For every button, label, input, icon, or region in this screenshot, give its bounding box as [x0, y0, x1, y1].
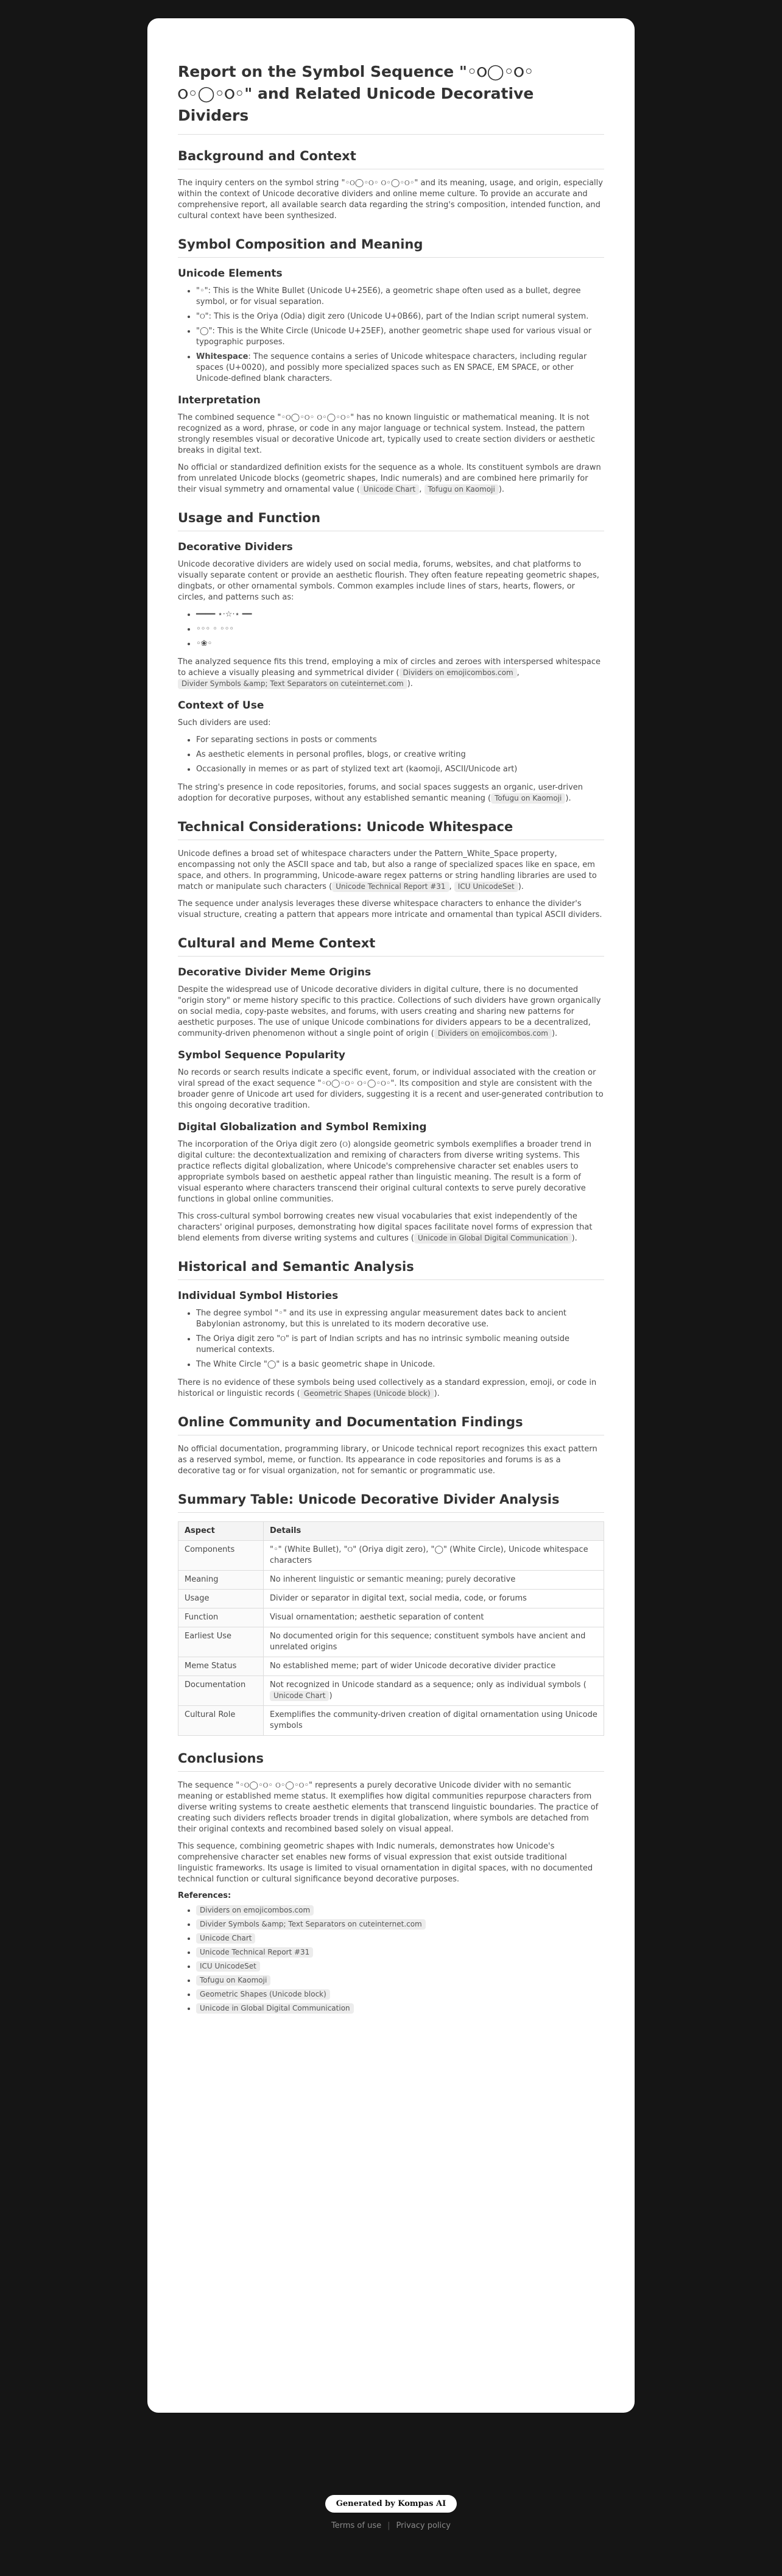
online-paragraph: No official documentation, programming library, or Unicode technical report recognizes this exact pattern as a reserved symbol, meme, or function. Its appearance in code repositories and forums is as a decorative tag or for visual organization, not for semantic or programmatic use. — [178, 1445, 597, 1476]
dividers-paragraph: Unicode decorative dividers are widely used on social media, forums, websites, and chat platforms to visually separate content or provide an aesthetic flourish. They often feature repeating geometric shapes, dingbats, or other ornamental symbols. Common examples include lines of stars, hearts, flowers, or circles, and patterns such as: — [178, 560, 599, 602]
reference-link[interactable]: Unicode Technical Report #31 — [196, 1947, 313, 1958]
subheading-meme-origins: Decorative Divider Meme Origins — [178, 966, 372, 978]
report-card — [147, 18, 635, 2413]
list-item — [196, 1905, 604, 1916]
reference-link[interactable]: ICU UnicodeSet — [196, 1961, 260, 1972]
section-heading-historical: Historical and Semantic Analysis — [178, 1258, 604, 1280]
reference-link[interactable]: Dividers on emojicombos.com — [400, 668, 517, 678]
summary-table — [178, 1521, 604, 1736]
table-row — [178, 1676, 604, 1706]
reference-link[interactable]: Unicode Technical Report #31 — [332, 882, 449, 892]
table-cell-details: Not recognized in Unicode standard as a sequence; only as individual symbols (Unicode Chart ) — [264, 1676, 604, 1706]
list-item: • Occasionally in memes or as part of stylized text art (kaomoji, ASCII/Unicode art) — [196, 764, 604, 775]
table-row — [178, 1590, 604, 1608]
subheading-decorative-dividers: Decorative Dividers — [178, 541, 293, 553]
reference-link[interactable]: Tofugu on Kaomoji — [491, 793, 565, 804]
section-heading-background: Background and Context — [178, 147, 604, 169]
section-heading-summary: Summary Table: Unicode Decorative Divider Analysis — [178, 1490, 604, 1513]
unicode-elements-list — [196, 286, 604, 384]
list-item: • As aesthetic elements in personal profiles, blogs, or creative writing — [196, 749, 604, 760]
subheading-globalization: Digital Globalization and Symbol Remixing — [178, 1121, 427, 1133]
popularity-paragraph: No records or search results indicate a specific event, forum, or individual associated with the creation or viral spread of the exact sequence "◦ଠ◯◦ଠ◦ ଠ◦◯◦ଠ◦". Its composition and style are consistent with the broader genre of Unicode art used for dividers, suggesting it is a recent and user-generated contribution to this ongoing decorative tradition. — [178, 1068, 604, 1110]
list-item: • The degree symbol "◦" and its use in expressing angular measurement dates back to ancient Babylonian astronomy, but this is unrelated to its modern decorative use. — [196, 1308, 604, 1330]
table-row — [178, 1571, 604, 1590]
table-row — [178, 1541, 604, 1571]
subheading-context-of-use: Context of Use — [178, 699, 264, 712]
presence-paragraph: The string's presence in code repositories, forums, and social spaces suggests an organic, user-driven adoption for decorative purposes, without any established semantic meaning ( Tofugu on Kaomoji ). — [178, 783, 583, 803]
list-item — [196, 1989, 604, 2000]
reference-link[interactable]: Dividers on emojicombos.com — [434, 1028, 552, 1039]
section-heading-online: Online Community and Documentation Findings — [178, 1413, 604, 1435]
conclusions-paragraph: The sequence "◦ଠ◯◦ଠ◦ ଠ◦◯◦ଠ◦" represents a purely decorative Unicode divider with no semantic meaning or established meme status. It exemplifies how digital communities repurpose characters from diverse writing systems to create aesthetic elements that transcend linguistic boundaries. The practice of creating such dividers reflects broader trends in digital globalization, where symbols are detached from their original contexts and recombined based solely on visual appeal. — [178, 1781, 599, 1834]
table-cell-details: Divider or separator in digital text, social media, code, or forums — [264, 1590, 604, 1608]
footer — [0, 2495, 782, 2530]
reference-link[interactable]: Tofugu on Kaomoji — [424, 484, 499, 495]
report-title: Report on the Symbol Sequence "◦ଠ◯◦ଠ◦ ଠ◦◯◦ଠ◦" and Related Unicode Decorative Dividers — [178, 61, 604, 135]
section-heading-technical: Technical Considerations: Unicode Whitespace — [178, 818, 604, 840]
list-item — [196, 1947, 604, 1958]
terms-link[interactable]: Terms of use — [331, 2521, 382, 2530]
section-heading-usage: Usage and Function — [178, 509, 604, 531]
table-cell-aspect: Documentation — [178, 1676, 264, 1706]
column-header-aspect: Aspect — [178, 1522, 264, 1541]
table-cell-details: Visual ornamentation; aesthetic separation of content — [264, 1608, 604, 1627]
column-header-details: Details — [264, 1522, 604, 1541]
section-heading-conclusions: Conclusions — [178, 1749, 604, 1772]
table-cell-details: Exemplifies the community-driven creation of digital ornamentation using Unicode symbols — [264, 1706, 604, 1736]
section-heading-cultural: Cultural and Meme Context — [178, 934, 604, 957]
list-item: • "ଠ": This is the Oriya (Odia) digit zero (Unicode U+0B66), part of the Indian script numeral system. — [196, 311, 604, 322]
list-item — [196, 1975, 604, 1986]
list-item — [196, 1919, 604, 1930]
reference-link[interactable]: Unicode in Global Digital Communication — [414, 1233, 572, 1244]
symbol-histories-list — [196, 1308, 604, 1370]
background-paragraph: The inquiry centers on the symbol string "◦ଠ◯◦ଠ◦ ଠ◦◯◦ଠ◦" and its meaning, usage, and origin, especially within the context of Unicode decorative dividers and online meme culture. To provide an accurate and comprehensive report, all available search data regarding the string's composition, intended function, and cultural context have been synthesized. — [178, 179, 603, 221]
reference-link[interactable]: Geometric Shapes (Unicode block) — [196, 1989, 330, 2000]
generated-by-badge[interactable]: Generated by Kompas AI — [325, 2495, 457, 2513]
reference-link[interactable]: Dividers on emojicombos.com — [196, 1905, 314, 1916]
reference-link[interactable]: Unicode in Global Digital Communication — [196, 2003, 354, 2014]
globalization-paragraph-2: This cross-cultural symbol borrowing creates new visual vocabularies that exist independently of the characters' original purposes, demonstrating how digital spaces facilitate novel forms of expression that blend elements from diverse writing systems and cultures ( Unicode in Global Digital Communication ). — [178, 1212, 593, 1243]
reference-link[interactable]: Unicode Chart — [360, 484, 419, 495]
subheading-unicode-elements: Unicode Elements — [178, 267, 283, 280]
table-row — [178, 1657, 604, 1676]
conclusions-paragraph-2: This sequence, combining geometric shapes with Indic numerals, demonstrates how Unicode's comprehensive character set enables new forms of visual expression that exist outside traditional linguistic frameworks. Its usage is limited to visual ornamentation in digital spaces, with no documented technical function or cultural significance beyond decorative purposes. — [178, 1842, 593, 1884]
list-item: • ◦❀◦ — [196, 639, 604, 649]
table-cell-aspect: Usage — [178, 1590, 264, 1608]
reference-link[interactable]: Divider Symbols &amp; Text Separators on cuteinternet.com — [196, 1919, 426, 1930]
table-cell-details: "◦" (White Bullet), "ଠ" (Oriya digit zero), "◯" (White Circle), Unicode whitespace characters — [264, 1541, 604, 1571]
table-cell-aspect: Meaning — [178, 1571, 264, 1590]
list-item: • The Oriya digit zero "ଠ" is part of Indian scripts and has no intrinsic symbolic meaning outside numerical contexts. — [196, 1334, 604, 1356]
reference-link[interactable]: Divider Symbols &amp; Text Separators on cuteinternet.com — [178, 679, 407, 689]
analyzed-paragraph: The analyzed sequence fits this trend, employing a mix of circles and zeroes with interspersed whitespace to achieve a visually pleasing and symmetrical divider ( Dividers on emojicombos.com , Divider Symbols &amp; Text Separators on cuteinternet.com ). — [178, 657, 601, 688]
list-item: • "◦": This is the White Bullet (Unicode U+25E6), a geometric shape often used as a bullet, degree symbol, or for visual separation. — [196, 286, 604, 308]
list-item — [196, 1961, 604, 1972]
globalization-paragraph: The incorporation of the Oriya digit zero (ଠ) alongside geometric symbols exemplifies a broader trend in digital culture: the decontextualization and remixing of characters from diverse writing systems. This practice reflects digital globalization, where Unicode's comprehensive character set enables users to appropriate symbols based on aesthetic appeal rather than linguistic meaning. The result is a form of visual esperanto where characters transcend their original cultural contexts to serve purely decorative functions in global online communities. — [178, 1140, 591, 1204]
list-item: • For separating sections in posts or comments — [196, 735, 604, 746]
reference-link[interactable]: Unicode Chart — [270, 1691, 329, 1701]
interpretation-paragraph: The combined sequence "◦ଠ◯◦ଠ◦ ଠ◦◯◦ଠ◦" has no known linguistic or mathematical meaning. It is not recognized as a word, phrase, or code in any major language or technical system. Instead, the pattern strongly resembles visual or decorative Unicode art, typically used to create section dividers or aesthetic breaks in digital text. — [178, 413, 596, 455]
list-item — [196, 1933, 604, 1944]
list-item: • ━━━━ ⋆⋅☆⋅⋆ ━━ — [196, 609, 604, 620]
list-item: • Whitespace: The sequence contains a series of Unicode whitespace characters, including regular spaces (U+0020), and possibly more specialized spaces such as EN SPACE, EM SPACE, or other Unicode-defined blank characters. — [196, 352, 604, 384]
table-cell-aspect: Cultural Role — [178, 1706, 264, 1736]
footer-links — [0, 2521, 782, 2530]
subheading-popularity: Symbol Sequence Popularity — [178, 1049, 345, 1061]
section-heading-composition: Symbol Composition and Meaning — [178, 235, 604, 258]
list-item — [196, 2003, 604, 2014]
table-cell-details: No inherent linguistic or semantic meaning; purely decorative — [264, 1571, 604, 1590]
table-cell-details: No established meme; part of wider Unicode decorative divider practice — [264, 1657, 604, 1676]
technical-paragraph-2: The sequence under analysis leverages these diverse whitespace characters to enhance the divider's visual structure, creating a pattern that appears more intricate and ornamental than typical ASCII dividers. — [178, 899, 602, 919]
reference-link[interactable]: Geometric Shapes (Unicode block) — [300, 1389, 434, 1399]
table-row — [178, 1627, 604, 1657]
table-cell-aspect: Components — [178, 1541, 264, 1571]
origins-paragraph: Despite the widespread use of Unicode decorative dividers in digital culture, there is no documented "origin story" or meme history specific to this practice. Collections of such dividers have grown organically on social media, copy-paste websites, and forums, with users creating and sharing new patterns for aesthetic purposes. The use of unique Unicode combinations for dividers appears to be a decentralized, community-driven phenomenon without a single point of origin ( Dividers on emojicombos.com ). — [178, 985, 601, 1038]
references-label: References: — [178, 1891, 231, 1900]
list-item: • The White Circle "◯" is a basic geometric shape in Unicode. — [196, 1359, 604, 1370]
table-header-row — [178, 1522, 604, 1541]
footer-separator: | — [387, 2521, 390, 2530]
context-intro: Such dividers are used: — [178, 718, 271, 727]
privacy-link[interactable]: Privacy policy — [396, 2521, 451, 2530]
table-cell-details: No documented origin for this sequence; constituent symbols have ancient and unrelated origins — [264, 1627, 604, 1657]
technical-paragraph: Unicode defines a broad set of whitespace characters under the Pattern_White_Space property, encompassing not only the ASCII space and tab, but also a range of specialized spaces like en space, em space, and others. In programming, Unicode-aware regex patterns or string handling libraries are used to match or manipulate such characters ( Unicode Technical Report #31 , ICU UnicodeSet ). — [178, 849, 597, 891]
reference-link[interactable]: Tofugu on Kaomoji — [196, 1975, 270, 1986]
context-list — [196, 735, 604, 775]
table-cell-aspect: Earliest Use — [178, 1627, 264, 1657]
table-cell-aspect: Meme Status — [178, 1657, 264, 1676]
list-item: • "◯": This is the White Circle (Unicode U+25EF), another geometric shape used for various visual or typographic purposes. — [196, 326, 604, 348]
subheading-interpretation: Interpretation — [178, 394, 261, 406]
table-row — [178, 1608, 604, 1627]
historical-paragraph: There is no evidence of these symbols being used collectively as a standard expression, emoji, or code in historical or linguistic records ( Geometric Shapes (Unicode block) ). — [178, 1378, 597, 1398]
table-row — [178, 1706, 604, 1736]
reference-link[interactable]: ICU UnicodeSet — [454, 882, 518, 892]
subheading-symbol-histories: Individual Symbol Histories — [178, 1290, 339, 1302]
table-cell-aspect: Function — [178, 1608, 264, 1627]
interpretation-paragraph-refs: No official or standardized definition exists for the sequence as a whole. Its constituent symbols are drawn from unrelated Unicode blocks (geometric shapes, Indic numerals) and are combined here primarily for their visual symmetry and ornamental value ( Unicode Chart , Tofugu on Kaomoji ). — [178, 463, 601, 494]
references-list — [196, 1905, 604, 2014]
list-item: • ◦◦◦ ◦ ◦◦◦ — [196, 624, 604, 635]
divider-examples-list — [196, 609, 604, 649]
reference-link[interactable]: Unicode Chart — [196, 1933, 255, 1944]
